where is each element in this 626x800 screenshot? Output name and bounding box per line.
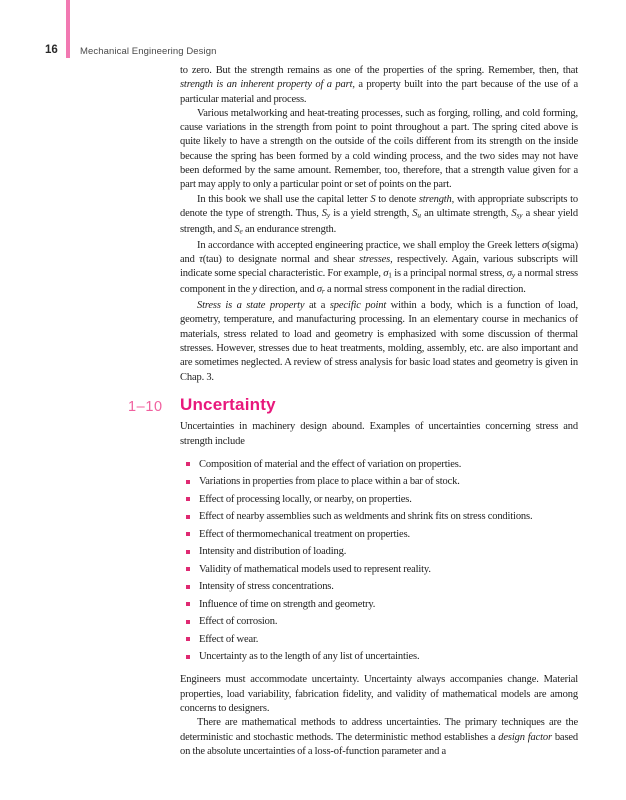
list-item: [180, 580, 578, 594]
paragraph: Stress is a state property at a specific point within a body, which is a function of load, geometry, temperature, and manufacturing processing. In an elementary course in mechanics of materials, stress related to load and geometry is emphasized with some discussion of thermal stresses. However, stresses due to heat treatments, molding, assembly, etc. are also important and are sometimes neglected. A review of stress analysis for basic load states and geometry is given in Chap. 3.: [180, 300, 578, 383]
bullet-square-icon: [186, 567, 190, 571]
bullet-text: Uncertainty as to the length of any list of uncertainties.: [199, 651, 420, 663]
bullet-square-icon: [186, 462, 190, 466]
section-title: Uncertainty: [180, 394, 276, 414]
paragraph: In accordance with accepted engineering practice, we shall employ the Greek letters σ(sigma) and τ(tau) to designate normal and shear stresses, respectively. Again, various subscripts will indicate some special characteristic. For example, σ1 is a principal normal stress, σy a normal stress component in the y direction, and σr a normal stress component in the radial direction.: [180, 239, 578, 296]
list-item: [180, 493, 578, 507]
bullet-text: Effect of processing locally, or nearby, on properties.: [199, 493, 412, 505]
accent-rule: [66, 0, 70, 58]
list-item: [180, 475, 578, 489]
paragraph: Engineers must accommodate uncertainty. Uncertainty always accompanies change. Material properties, load variability, fabrication fidelity, and validity of mathematical models are among concerns to designers.: [180, 674, 578, 715]
bullet-text: Variations in properties from place to place within a bar of stock.: [199, 476, 460, 488]
list-item: [180, 615, 578, 629]
bullet-text: Effect of corrosion.: [199, 616, 278, 628]
body-column: [128, 64, 579, 759]
list-item: [180, 510, 578, 524]
intro-paragraph: Uncertainties in machinery design abound. Examples of uncertainties concerning stress and strength include: [180, 421, 578, 447]
paragraph: to zero. But the strength remains as one of the properties of the spring. Remember, then, that strength is an inherent property of a part, a property built into the part because of the use of a particular material and process.: [180, 65, 578, 105]
bullet-square-icon: [186, 532, 190, 536]
bullet-text: Composition of material and the effect of variation on properties.: [199, 458, 462, 470]
list-item: [180, 598, 578, 612]
bullet-text: Intensity and distribution of loading.: [199, 546, 347, 558]
section-heading: [128, 394, 578, 415]
bullet-square-icon: [186, 637, 190, 641]
bullet-text: Effect of wear.: [199, 633, 259, 645]
bullet-text: Intensity of stress concentrations.: [199, 581, 334, 593]
paragraph: Various metalworking and heat-treating processes, such as forging, rolling, and cold forming, cause variations in the strength from point to point throughout a part. The spring cited above is quite likely to have a strength on the outside of the coils different from its strength on the inside because the spring has been formed by a cold winding process, and the two sides may not have been deformed by the same amount. Remember, too, therefore, that a strength value given for a part may apply to only a particular point or set of points on the part.: [180, 107, 578, 191]
list-item: [180, 633, 578, 647]
list-item: [180, 563, 578, 577]
bullet-text: Effect of nearby assemblies such as weldments and shrink fits on stress conditions.: [199, 511, 533, 523]
bullet-square-icon: [186, 602, 190, 606]
paragraph: There are mathematical methods to address uncertainties. The primary techniques are the deterministic and stochastic methods. The deterministic method establishes a design factor based on the absolute uncertainties of a loss-of-function parameter and a: [180, 717, 578, 757]
section-number: 1–10: [128, 398, 163, 415]
bullet-square-icon: [186, 480, 190, 484]
bullet-square-icon: [186, 620, 190, 624]
page-number: 16: [45, 44, 58, 56]
bullet-square-icon: [186, 585, 190, 589]
paragraph: In this book we shall use the capital letter S to denote strength, with appropriate subscripts to denote the type of strength. Thus, Sy is a yield strength, Su an ultimate strength, Ssy a shear yield strength, and Se an endurance strength.: [180, 193, 579, 236]
bullet-list: [180, 458, 578, 665]
bullet-square-icon: [186, 515, 190, 519]
list-item: [180, 650, 578, 664]
list-item: [180, 545, 578, 559]
bullet-text: Effect of thermomechanical treatment on properties.: [199, 528, 410, 540]
list-item: [180, 528, 578, 542]
list-item: [180, 458, 578, 472]
bullet-text: Influence of time on strength and geometry.: [199, 598, 376, 610]
bullet-square-icon: [186, 550, 190, 554]
bullet-square-icon: [186, 497, 190, 501]
running-head: Mechanical Engineering Design: [80, 46, 217, 57]
bullet-square-icon: [186, 655, 190, 659]
bullet-text: Validity of mathematical models used to represent reality.: [199, 563, 431, 575]
